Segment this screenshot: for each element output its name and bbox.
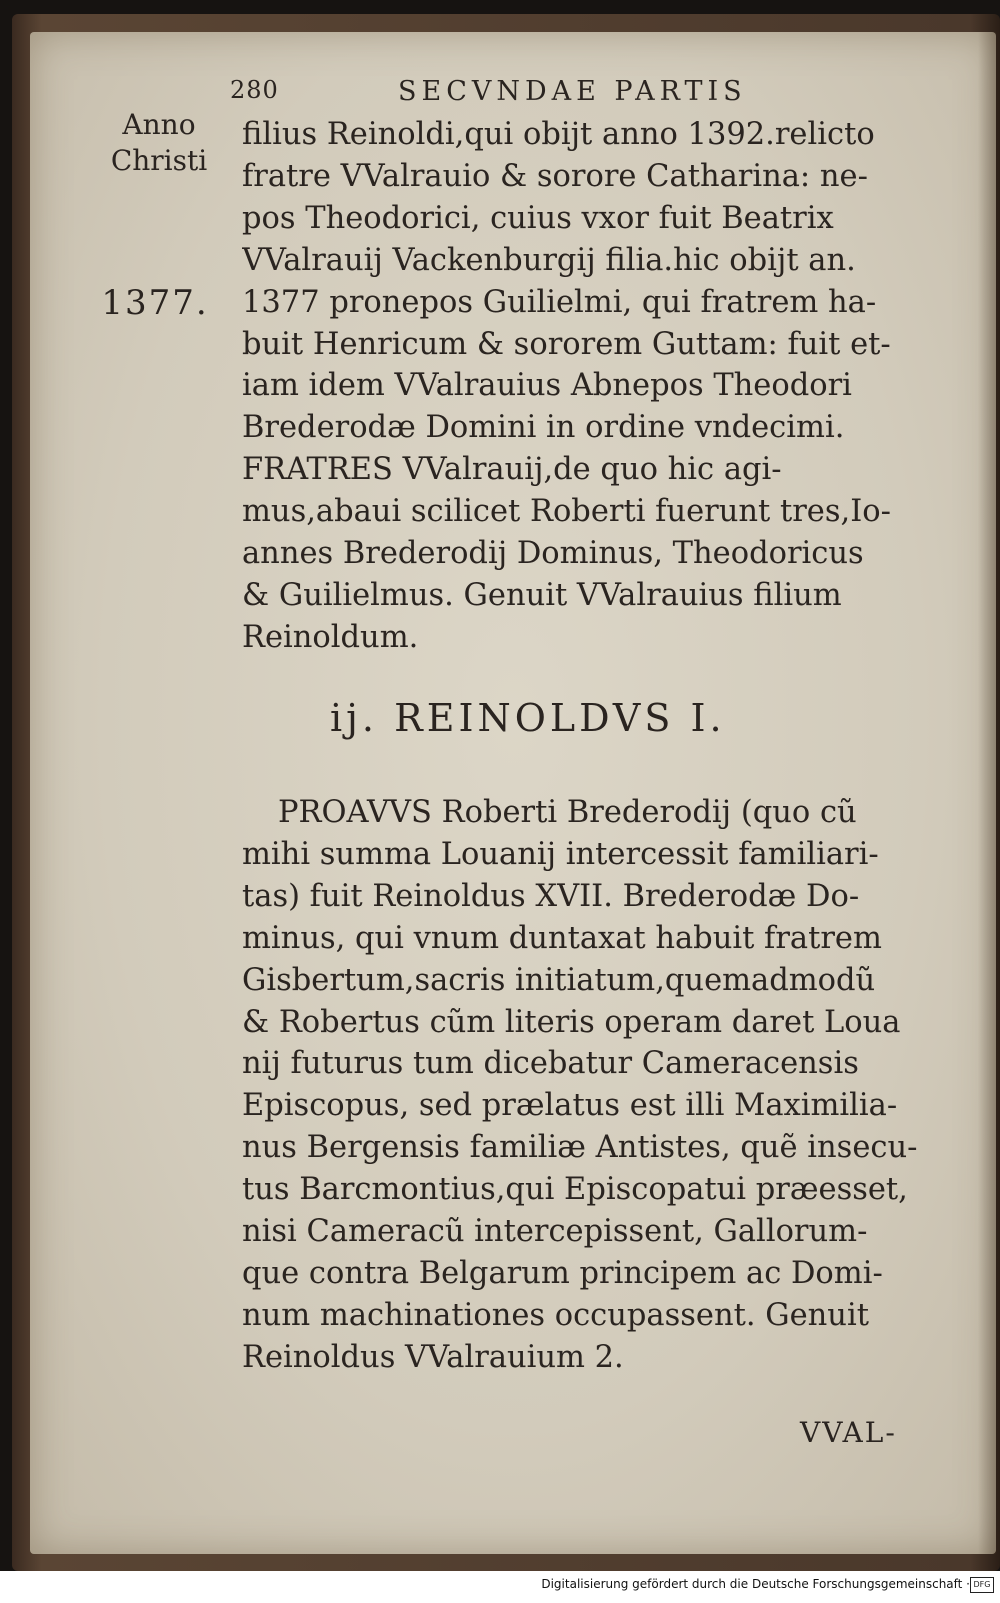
section-heading: ij. REINOLDVS I. [330, 696, 726, 740]
running-head [230, 76, 850, 112]
text-line: VValrauij Vackenburgij filia.hic obijt an. [242, 242, 856, 278]
text-line: PROAVVS Roberti Brederodij (quo cũ [278, 795, 857, 830]
text-line: Episcopus, sed prælatus est illi Maximilia- [242, 1088, 898, 1124]
text-line: tas) fuit Reinoldus XVII. Brederodæ Do- [242, 878, 860, 914]
text-line: buit Henricum & sororem Guttam: fuit et- [242, 326, 891, 362]
dfg-logo: DFG [970, 1577, 994, 1593]
page-number: 280 [230, 76, 279, 104]
text-line: filius Reinoldi,qui obijt anno 1392.relicto [242, 117, 875, 152]
catchword: VVAL- [800, 1416, 897, 1449]
text-line: Reinoldum. [242, 619, 419, 655]
book-page [30, 32, 996, 1554]
text-line: nisi Cameracũ intercepissent, Gallorum- [242, 1214, 868, 1250]
margin-note-anno: Anno [122, 108, 196, 141]
text-line: tus Barcmontius,qui Episcopatui præesset, [242, 1172, 908, 1208]
footer-credit: Digitalisierung gefördert durch die Deutsche Forschungsgemeinschaft · [541, 1577, 970, 1591]
text-line: FRATRES VValrauij,de quo hic agi- [242, 452, 782, 488]
text-line: & Robertus cũm literis operam daret Loua [242, 1004, 901, 1040]
text-line: num machinationes occupassent. Genuit [242, 1297, 869, 1333]
text-line: nus Bergensis familiæ Antistes, quẽ insecu- [242, 1130, 918, 1166]
margin-note-year: 1377. [101, 283, 209, 323]
text-line: que contra Belgarum principem ac Domi- [242, 1255, 883, 1291]
page-shadow [978, 32, 996, 1554]
text-line: Reinoldus VValrauium 2. [242, 1339, 624, 1375]
text-line: nij futurus tum dicebatur Cameracensis [242, 1046, 859, 1082]
text-line: mihi summa Louanij intercessit familiari- [242, 836, 879, 872]
text-line: Gisbertum,sacris initiatum,quemadmodũ [242, 962, 876, 998]
paragraph-2 [242, 792, 964, 1379]
text-line: & Guilielmus. Genuit VValrauius filium [242, 577, 842, 613]
text-line: pos Theodorici, cuius vxor fuit Beatrix [242, 200, 834, 236]
text-line: annes Brederodij Dominus, Theodoricus [242, 536, 864, 572]
text-line: mus,abaui scilicet Roberti fuerunt tres,Io- [242, 494, 891, 530]
paragraph-1 [242, 114, 964, 659]
text-line: fratre VValrauio & sorore Catharina: ne- [242, 158, 868, 194]
text-line: 1377 pronepos Guilielmi, qui fratrem ha- [242, 284, 877, 320]
text-line: Brederodæ Domini in ordine vndecimi. [242, 410, 845, 446]
footer-bar [0, 1571, 1000, 1603]
running-title: SECVNDAE PARTIS [398, 76, 747, 107]
text-line: minus, qui vnum duntaxat habuit fratrem [242, 920, 882, 956]
text-line: iam idem VValrauius Abnepos Theodori [242, 368, 852, 404]
margin-note-christi: Christi [110, 144, 208, 177]
